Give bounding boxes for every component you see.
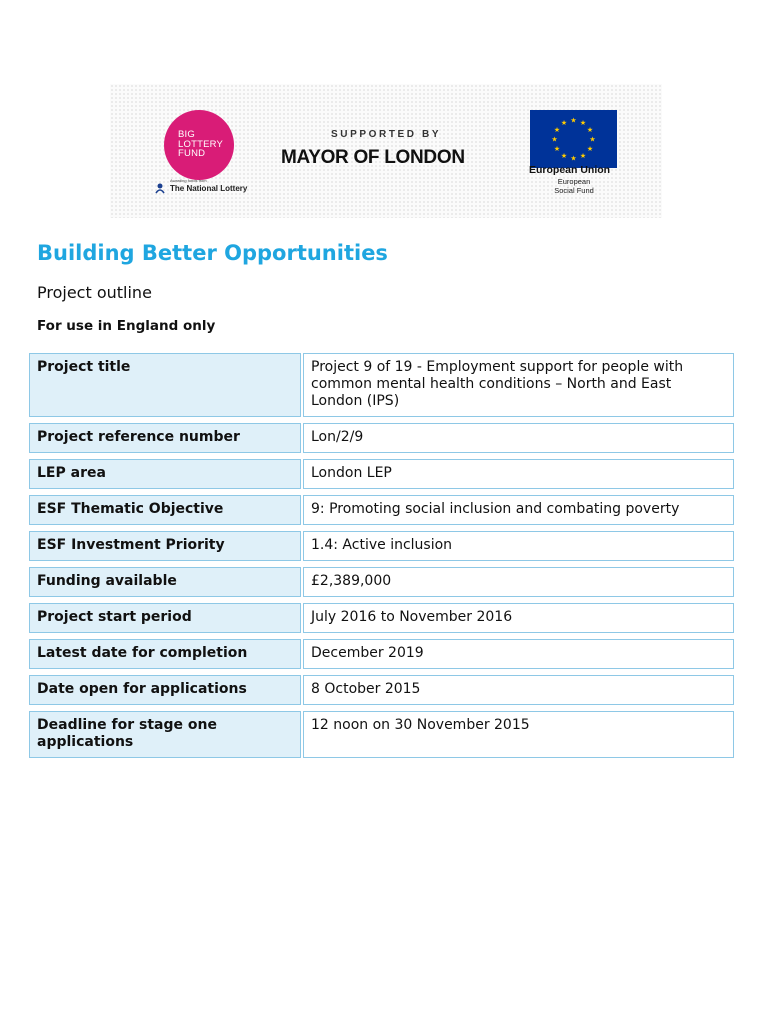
eu-star-icon: ★ [589, 135, 596, 144]
row-label: Project start period [29, 603, 301, 633]
table-row [29, 531, 734, 561]
table-row [29, 353, 734, 417]
table-row [29, 423, 734, 453]
row-label: Deadline for stage one applications [29, 711, 301, 758]
national-lottery-text: The National Lottery [170, 183, 248, 193]
row-value: 8 October 2015 [303, 675, 734, 705]
table-row [29, 603, 734, 633]
row-label: ESF Investment Priority [29, 531, 301, 561]
row-value: 12 noon on 30 November 2015 [303, 711, 734, 758]
table-row [29, 675, 734, 705]
lottery-tagline: Awarding funds from [170, 178, 207, 183]
eu-star-icon: ★ [579, 119, 587, 128]
big-lottery-fund-logo [164, 110, 234, 180]
usage-note: For use in England only [37, 318, 216, 334]
row-label: Project reference number [29, 423, 301, 453]
row-value: Lon/2/9 [303, 423, 734, 453]
row-label: LEP area [29, 459, 301, 489]
national-lottery-logo [154, 182, 247, 194]
eu-star-icon: ★ [570, 116, 577, 125]
row-value: July 2016 to November 2016 [303, 603, 734, 633]
eu-star-icon: ★ [570, 154, 577, 163]
row-value: London LEP [303, 459, 734, 489]
eu-star-icon: ★ [553, 145, 561, 153]
row-value: £2,389,000 [303, 567, 734, 597]
document-subtitle: Project outline [37, 283, 152, 302]
table-row [29, 639, 734, 669]
esf-subtitle: European Social Fund [554, 177, 594, 195]
mayor-of-london-logo: MAYOR OF LONDON [281, 147, 465, 168]
eu-star-icon: ★ [579, 151, 587, 160]
eu-flag-icon [530, 110, 617, 168]
row-value: 9: Promoting social inclusion and combating poverty [303, 495, 734, 525]
crossed-fingers-icon [154, 182, 166, 194]
table-row [29, 459, 734, 489]
supported-by-label: SUPPORTED BY [331, 129, 442, 140]
row-value: 1.4: Active inclusion [303, 531, 734, 561]
row-value: Project 9 of 19 - Employment support for people with common mental health conditions – North and East London (IPS) [303, 353, 734, 417]
row-value: December 2019 [303, 639, 734, 669]
eu-star-icon: ★ [586, 145, 594, 153]
eu-star-icon: ★ [551, 135, 558, 144]
eu-star-icon: ★ [560, 119, 568, 128]
row-label: Funding available [29, 567, 301, 597]
eu-star-icon: ★ [586, 126, 594, 134]
project-details-table [29, 353, 734, 764]
eu-star-icon: ★ [560, 151, 568, 160]
big-lottery-fund-wordmark: BIG LOTTERY FUND [178, 129, 224, 159]
eu-title: European Union [529, 164, 611, 176]
table-row [29, 567, 734, 597]
row-label: Date open for applications [29, 675, 301, 705]
table-row [29, 495, 734, 525]
eu-stars-icon [530, 110, 617, 168]
document-title: Building Better Opportunities [37, 241, 388, 265]
row-label: Project title [29, 353, 301, 417]
eu-star-icon: ★ [553, 126, 561, 134]
funder-logo-banner [110, 84, 662, 218]
row-label: Latest date for completion [29, 639, 301, 669]
row-label: ESF Thematic Objective [29, 495, 301, 525]
table-row [29, 711, 734, 758]
